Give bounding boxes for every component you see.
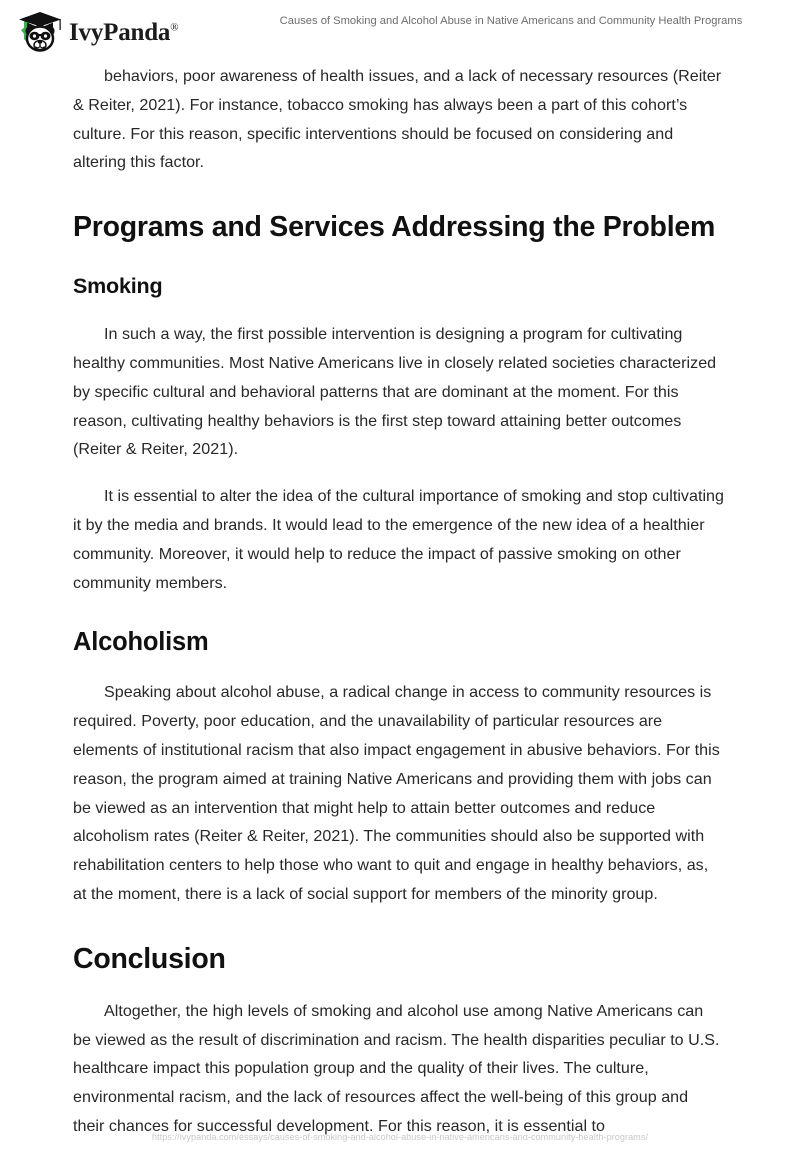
brand-name-text: IvyPanda [69, 18, 171, 46]
page-header [0, 0, 800, 62]
paragraph-conclusion-1: Altogether, the high levels of smoking and alcohol use among Native Americans can be viewed as the result of discrimination and racism. The health disparities peculiar to U.S. healthcare impact this population group and the quality of their lives. The culture, environmental racism, and the lack of resources affect the well-being of this group and their chances for successful development. For this reason, it is essential to [73, 1001, 720, 1135]
brand-name [69, 20, 178, 45]
document-title: Causes of Smoking and Alcohol Abuse in Native Americans and Community Health Programs [279, 15, 743, 27]
registered-trademark-icon: ® [170, 21, 179, 34]
section-heading-alcoholism: Alcoholism [73, 628, 209, 657]
brand-logo[interactable] [18, 11, 178, 53]
paragraph-alcoholism-1: Speaking about alcohol abuse, a radical change in access to community resources is required. Poverty, poor education, and the unavailability of particular resources are elements of institutional racism that also impact engagement in abusive behaviors. For this reason, the program aimed at training Native Americans and providing them with jobs can be viewed as an intervention that might help to attain better outcomes and reduce alcoholism rates (Reiter & Reiter, 2021). The communities should also be supported with rehabilitation centers to help those who want to quit and engage in healthy behaviors, as, at the moment, there is a lack of social support for members of the minority group. [73, 683, 720, 903]
paragraph-smoking-2: It is essential to alter the idea of the cultural importance of smoking and stop cultivating it by the media and brands. It would lead to the emergence of the new idea of a healthier community. Moreover, it would help to reduce the impact of passive smoking on other community members. [73, 487, 724, 592]
document-content [73, 62, 724, 1141]
section-heading-programs-and-services: Programs and Services Addressing the Problem [73, 211, 716, 244]
footer-source-url[interactable]: https://ivypanda.com/essays/causes-of-smoking-and-alcohol-abuse-in-native-americans-and-community-health-programs/ [152, 1132, 648, 1142]
panda-graduate-logo-icon [18, 11, 62, 53]
paragraph-intro: behaviors, poor awareness of health issues, and a lack of necessary resources (Reiter & Reiter, 2021). For instance, tobacco smoking has always been a part of this cohort’s culture. For this reason, specific interventions should be focused on considering and altering this factor. [73, 67, 722, 172]
page-footer [0, 1120, 800, 1160]
section-heading-smoking: Smoking [73, 274, 163, 299]
paragraph-smoking-1: In such a way, the first possible intervention is designing a program for cultivating healthy communities. Most Native Americans live in closely related societies characterized by specific cultural and behavioral patterns that are dominant at the moment. For this reason, cultivating healthy behaviors is the first step toward attaining better outcomes (Reiter & Reiter, 2021). [73, 325, 717, 459]
section-heading-conclusion: Conclusion [73, 942, 226, 975]
